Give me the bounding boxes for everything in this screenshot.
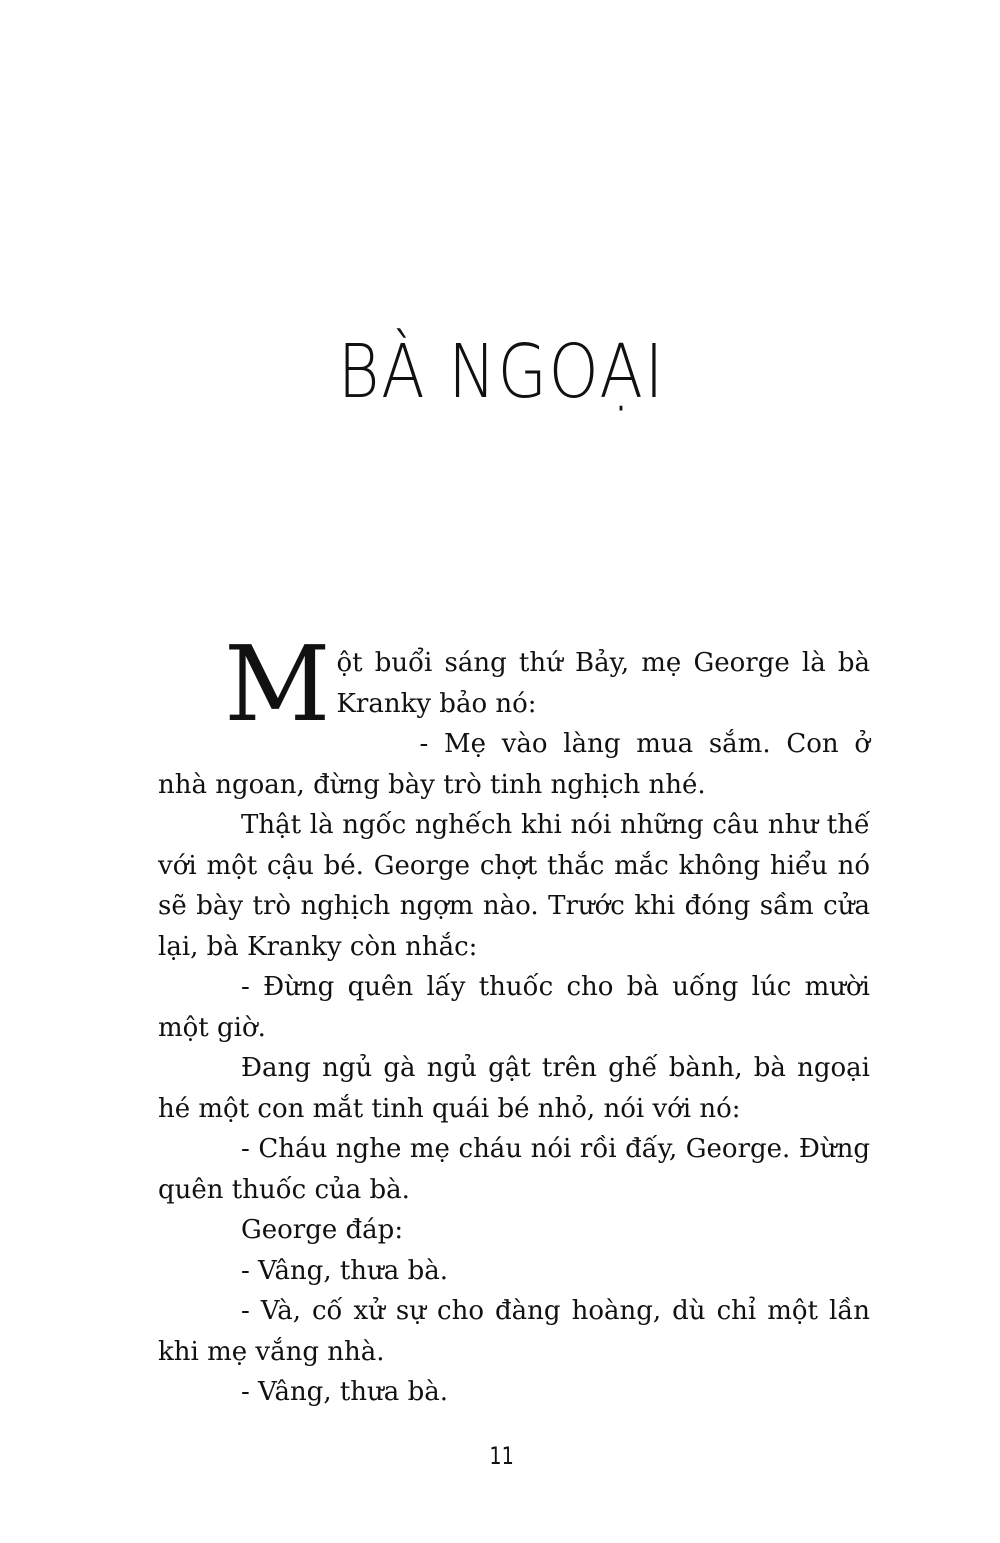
paragraph: - Cháu nghe mẹ cháu nói rồi đấy, George. Đừng quên thuốc của bà. [158, 1134, 870, 1205]
drop-cap: M [224, 623, 331, 745]
opening-paragraph [158, 623, 870, 745]
paragraph: Đang ngủ gà ngủ gật trên ghế bành, bà ngoại hé một con mắt tinh quái bé nhỏ, nói với nó: [158, 1053, 870, 1124]
paragraph: Thật là ngốc nghếch khi nói những câu như thế với một cậu bé. George chợt thắc mắc không hiểu nó sẽ bày trò nghịch ngợm nào. Trước khi đóng sầm cửa lại, bà Kranky còn nhắc: [158, 810, 870, 962]
paragraph: - Vâng, thưa bà. [241, 1377, 448, 1407]
page-number: 11 [489, 1442, 514, 1470]
paragraph: - Và, cố xử sự cho đàng hoàng, dù chỉ một lần khi mẹ vắng nhà. [158, 1296, 870, 1367]
paragraph: - Đừng quên lấy thuốc cho bà uống lúc mười một giờ. [158, 972, 870, 1043]
opening-paragraph-text: ột buổi sáng thứ Bảy, mẹ George là bà Kranky bảo nó: [336, 648, 870, 719]
paragraph: - Vâng, thưa bà. [241, 1255, 448, 1286]
paragraph: George đáp: [241, 1215, 404, 1245]
paragraph: - Mẹ vào làng mua sắm. Con ở nhà ngoan, đừng bày trò tinh nghịch nhé. [158, 729, 870, 800]
chapter-title: BÀ NGOẠI [337, 329, 666, 415]
chapter-body [158, 623, 870, 1413]
